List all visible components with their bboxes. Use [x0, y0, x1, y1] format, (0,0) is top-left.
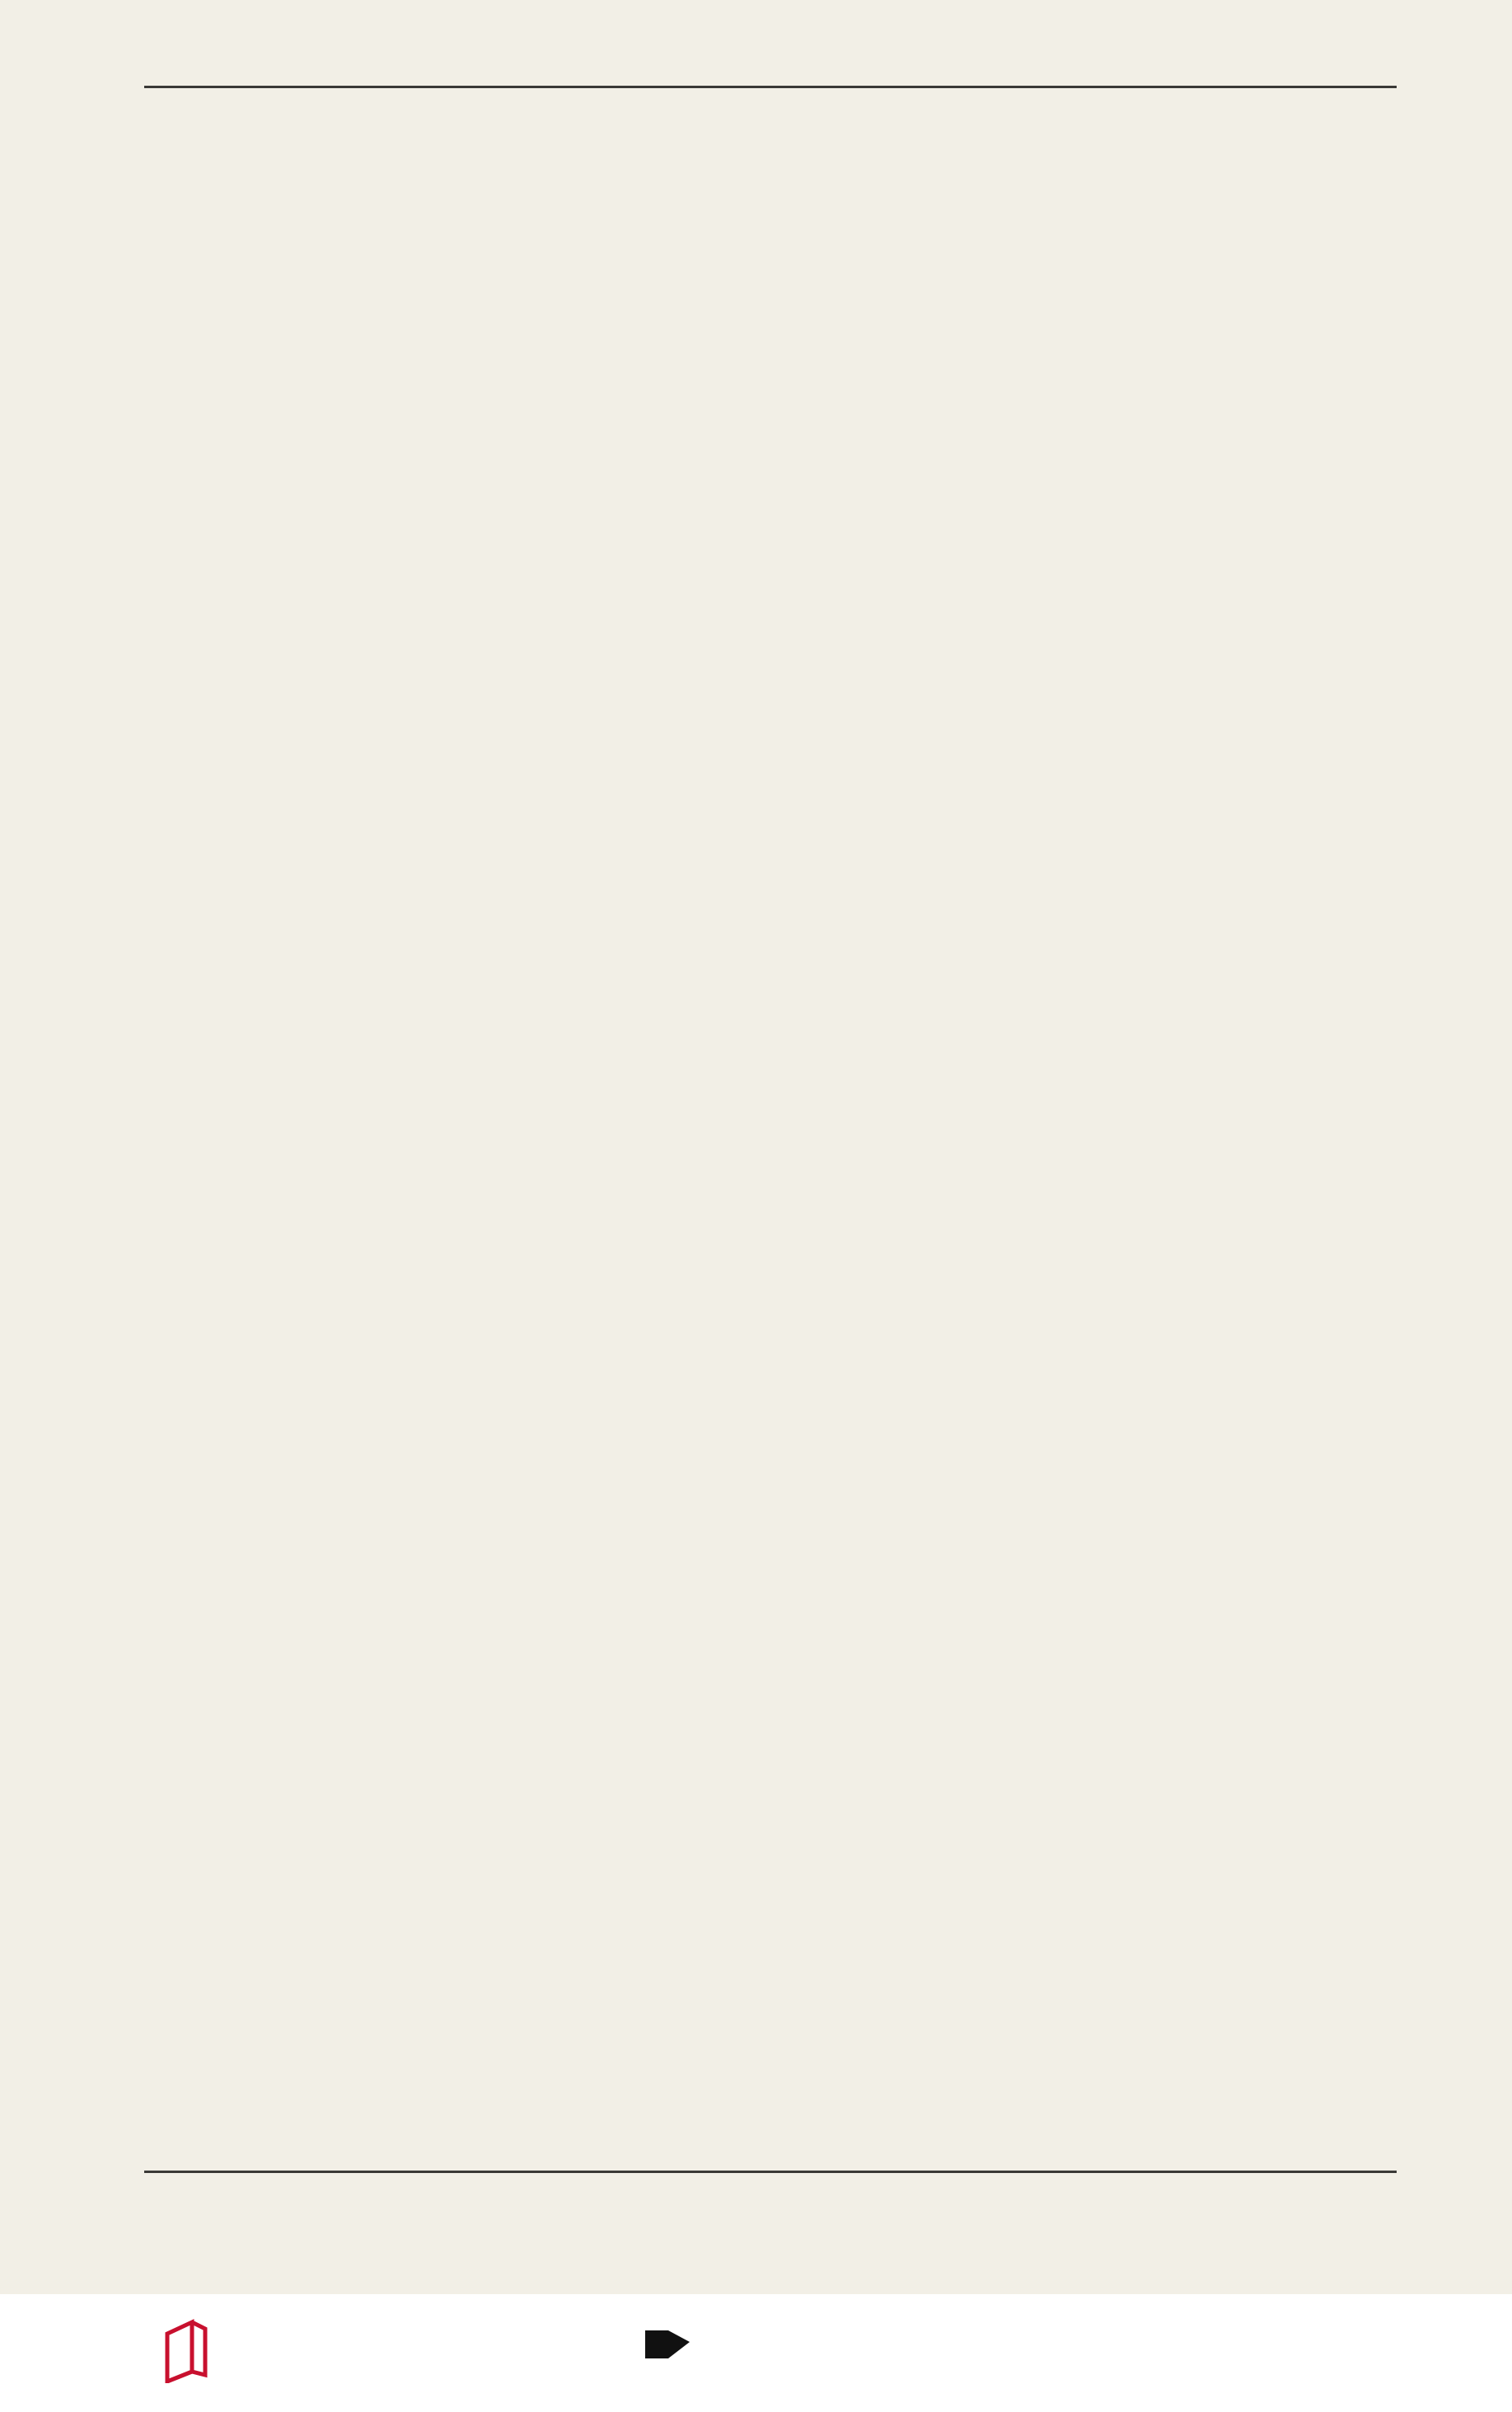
kunstbibliothek-logo[interactable] — [645, 2324, 693, 2368]
header-rule — [144, 86, 1397, 88]
entries-list — [138, 150, 1397, 199]
running-head — [144, 33, 1397, 82]
digitization-footer — [0, 2294, 1512, 2412]
footer-rule — [144, 2171, 1397, 2173]
book-icon — [161, 2317, 210, 2383]
kunstbibliothek-icon — [645, 2324, 693, 2365]
